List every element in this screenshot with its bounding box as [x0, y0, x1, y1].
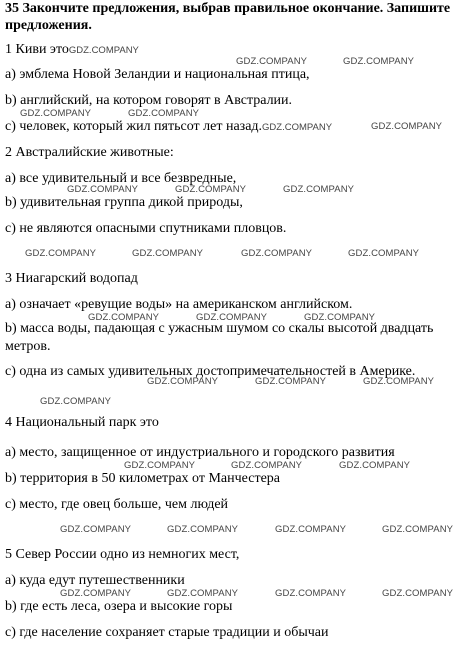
question-1-stem: 1 Киви этоGDZ.COMPANY [5, 42, 139, 57]
watermark: GDZ.COMPANY [236, 56, 308, 67]
watermark: GDZ.COMPANY [124, 460, 196, 471]
question-2-stem: 2 Австралийские животные: [5, 145, 174, 160]
watermark: GDZ.COMPANY [128, 108, 200, 119]
watermark: GDZ.COMPANY [363, 376, 435, 387]
question-3-stem: 3 Ниагарский водопад [5, 271, 138, 286]
watermark-inline: GDZ.COMPANY [262, 122, 333, 133]
question-5-option-c: c) где население сохраняет старые традиции и обычаи [5, 625, 329, 640]
watermark: GDZ.COMPANY [231, 460, 303, 471]
watermark: GDZ.COMPANY [67, 184, 139, 195]
question-4-option-b: b) территория в 50 километрах от Манчестера [5, 471, 281, 486]
watermark: GDZ.COMPANY [147, 376, 219, 387]
question-4-stem: 4 Национальный парк это [5, 415, 159, 430]
watermark: GDZ.COMPANY [304, 312, 376, 323]
question-1-option-c: c) человек, который жил пятьсот лет назад.GDZ.COMPANY [5, 119, 333, 134]
question-5-option-b: b) где есть леса, озера и высокие горы [5, 599, 233, 614]
question-1-option-b: b) английский, на котором говорят в Австралии. [5, 93, 293, 108]
watermark: GDZ.COMPANY [343, 56, 415, 67]
watermark: GDZ.COMPANY [88, 312, 160, 323]
watermark: GDZ.COMPANY [175, 184, 247, 195]
task-title-line-2: предложения. [5, 18, 92, 33]
watermark: GDZ.COMPANY [25, 248, 97, 259]
question-3-option-a: a) означает «ревущие воды» на американском английском. [5, 297, 353, 312]
watermark: GDZ.COMPANY [241, 248, 313, 259]
watermark: GDZ.COMPANY [255, 376, 327, 387]
watermark: GDZ.COMPANY [283, 184, 355, 195]
task-title-line-1: 35 Закончите предложения, выбрав правильное окончание. Запишите [5, 1, 451, 16]
watermark: GDZ.COMPANY [382, 524, 454, 535]
question-3-option-b-cont: метров. [5, 339, 51, 354]
question-2-option-b: b) удивительная группа дикой природы, [5, 195, 243, 210]
watermark: GDZ.COMPANY [40, 396, 112, 407]
watermark: GDZ.COMPANY [339, 460, 411, 471]
watermark: GDZ.COMPANY [382, 588, 454, 599]
question-5-option-a: a) куда едут путешественники [5, 573, 185, 588]
question-3-option-c: c) одна из самых удивительных достопримечательностей в Америке. [5, 364, 416, 379]
question-3-option-b: b) масса воды, падающая с ужасным шумом со скалы высотой двадцать [5, 321, 434, 336]
question-2-option-c: c) не являются опасными спутниками пловцов. [5, 221, 287, 236]
watermark: GDZ.COMPANY [348, 248, 420, 259]
question-2-option-a: a) все удивительный и все безвредные, [5, 171, 237, 186]
watermark-inline: GDZ.COMPANY [68, 45, 139, 56]
watermark: GDZ.COMPANY [275, 588, 347, 599]
watermark: GDZ.COMPANY [60, 524, 132, 535]
watermark: GDZ.COMPANY [132, 248, 204, 259]
question-5-stem: 5 Север России одно из немногих мест, [5, 547, 240, 562]
watermark: GDZ.COMPANY [20, 108, 92, 119]
watermark: GDZ.COMPANY [196, 312, 268, 323]
question-4-option-c: c) место, где овец больше, чем людей [5, 497, 229, 512]
watermark: GDZ.COMPANY [60, 588, 132, 599]
question-1-option-a: a) эмблема Новой Зеландии и национальная птица, [5, 67, 310, 82]
watermark: GDZ.COMPANY [167, 588, 239, 599]
watermark: GDZ.COMPANY [275, 524, 347, 535]
watermark: GDZ.COMPANY [371, 121, 443, 132]
question-4-option-a: a) место, защищенное от индустриального и городского развития [5, 445, 395, 460]
watermark: GDZ.COMPANY [167, 524, 239, 535]
